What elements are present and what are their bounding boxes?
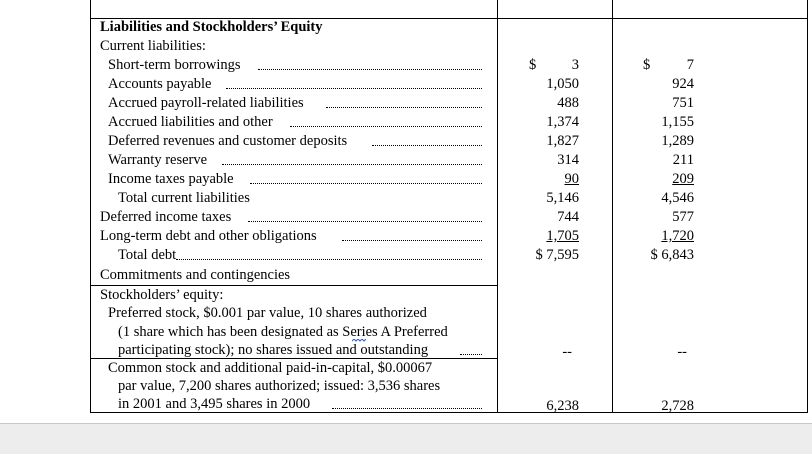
row-label-long-term-debt: Long-term debt and other obligations [100, 228, 317, 244]
column-divider-1 [497, 0, 498, 413]
value-2001: 1,374 [546, 114, 579, 130]
common-stock-line-1: Common stock and additional paid-in-capital, $0.00067 [108, 360, 433, 376]
value-2001: 1,705 [546, 228, 579, 244]
dot-leader [332, 408, 482, 409]
dot-leader [326, 107, 482, 108]
row-label-warranty-reserve: Warranty reserve [108, 152, 208, 168]
row-label-deferred-revenues: Deferred revenues and customer deposits [108, 133, 348, 149]
column-divider-2 [612, 0, 613, 413]
value-2001: 314 [557, 152, 579, 168]
row-label-deferred-income-taxes: Deferred income taxes [100, 209, 232, 225]
section-heading: Liabilities and Stockholders’ Equity [100, 19, 323, 35]
value-2000: 751 [672, 95, 694, 111]
dot-leader [250, 183, 482, 184]
dot-leader [222, 164, 482, 165]
value-2001: 3 [571, 57, 579, 73]
value-2000: 1,155 [661, 114, 694, 130]
value-2001: 6,238 [546, 398, 579, 414]
table-left-border [90, 0, 91, 413]
preferred-stock-line-3: participating stock); no shares issued and outstanding [118, 342, 429, 358]
value-2001: 5,146 [546, 190, 579, 206]
dot-leader [248, 221, 482, 222]
row-label-total-debt: Total debt [118, 247, 177, 263]
dot-leader [372, 145, 482, 146]
value-2001: 90 [564, 171, 579, 187]
value-2000: 209 [672, 171, 694, 187]
dot-leader [176, 259, 482, 260]
row-label-accounts-payable: Accounts payable [108, 76, 212, 92]
value-2000: 2,728 [661, 398, 694, 414]
value-2000: 1,289 [661, 133, 694, 149]
stockholders-equity-label: Stockholders’ equity: [100, 287, 224, 303]
row-label-total-current-liabilities: Total current liabilities [118, 190, 250, 206]
preferred-stock-line-2: (1 share which has been designated as Series A Preferred [118, 324, 448, 340]
value-2001: 744 [557, 209, 579, 225]
dot-leader [226, 88, 482, 89]
value-2000: 7 [686, 57, 694, 73]
row-label-income-taxes-payable: Income taxes payable [108, 171, 234, 187]
value-2001: 1,050 [546, 76, 579, 92]
table-right-border [807, 0, 808, 413]
common-stock-line-3: in 2001 and 3,495 shares in 2000 [118, 396, 311, 412]
dot-leader [290, 126, 482, 127]
value-2000: 211 [672, 152, 694, 168]
row-label-short-term-borrowings: Short-term borrowings [108, 57, 241, 73]
row-label-accrued-payroll: Accrued payroll-related liabilities [108, 95, 304, 111]
dot-leader [460, 354, 482, 355]
value-2001: 1,827 [546, 133, 579, 149]
value-2000: 4,546 [661, 190, 694, 206]
currency-sign: $ [643, 57, 651, 73]
value-2000: 924 [672, 76, 694, 92]
value-2000: $ 6,843 [650, 247, 694, 263]
commitments-label: Commitments and contingencies [100, 267, 291, 283]
row-label-accrued-liabilities: Accrued liabilities and other [108, 114, 273, 130]
page-bottom-band [0, 424, 812, 454]
value-2000: 577 [672, 209, 694, 225]
value-2001: -- [562, 344, 572, 360]
dot-leader [342, 240, 482, 241]
value-2001: $ 7,595 [535, 247, 579, 263]
common-stock-line-2: par value, 7,200 shares authorized; issued: 3,536 shares [118, 378, 441, 394]
dot-leader [258, 69, 482, 70]
preferred-stock-line-1: Preferred stock, $0.001 par value, 10 shares authorized [108, 305, 427, 321]
value-2000: 1,720 [661, 228, 694, 244]
current-liabilities-label: Current liabilities: [100, 38, 206, 54]
currency-sign: $ [529, 57, 537, 73]
value-2001: 488 [557, 95, 579, 111]
value-2000: -- [677, 344, 687, 360]
